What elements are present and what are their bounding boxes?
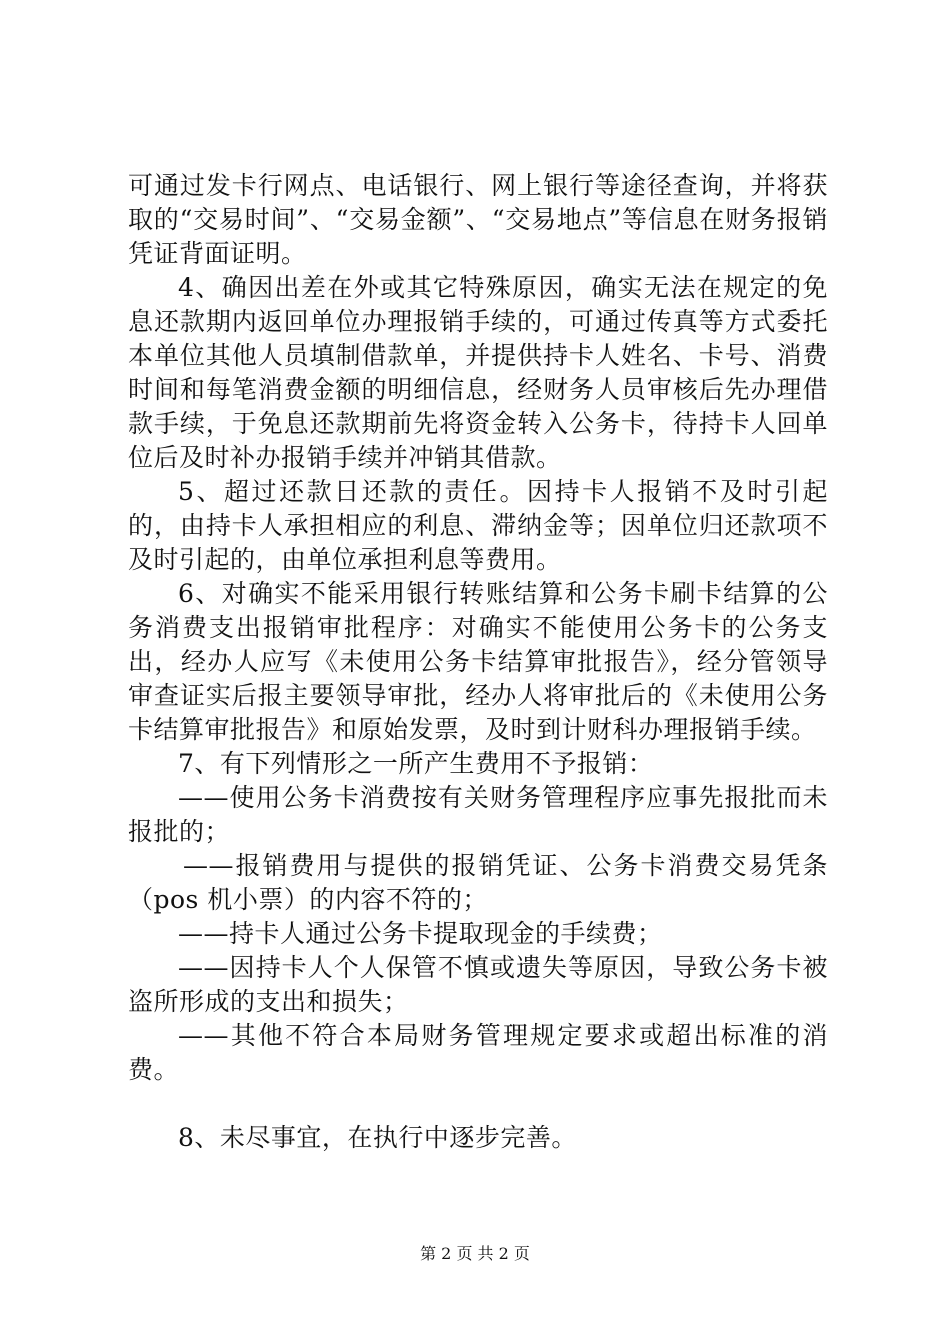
document-body: [128, 169, 828, 1155]
paragraph-query-method: 可通过发卡行网点、电话银行、网上银行等途径查询，并将获取的“交易时间”、“交易金额”、“交易地点”等信息在财务报销凭证背面证明。: [128, 171, 828, 268]
paragraph-item-8: 8、未尽事宜，在执行中逐步完善。: [178, 1123, 577, 1152]
list-item: ——持卡人通过公务卡提取现金的手续费；: [178, 919, 663, 948]
list-item: ——其他不符合本局财务管理规定要求或超出标准的消费。: [128, 1021, 828, 1084]
paragraph-item-6: 6、对确实不能采用银行转账结算和公务卡刷卡结算的公务消费支出报销审批程序：对确实不能使用公务卡的公务支出，经办人应写《未使用公务卡结算审批报告》，经分管领导审查证实后报主要领导审批，经办人将审批后的《未使用公务卡结算审批报告》和原始发票，及时到计财科办理报销手续。: [128, 579, 828, 744]
paragraph-spacer: [128, 1087, 828, 1121]
list-item: ——使用公务卡消费按有关财务管理程序应事先报批而未报批的；: [128, 783, 828, 846]
paragraph-item-5: 5、超过还款日还款的责任。因持卡人报销不及时引起的，由持卡人承担相应的利息、滞纳金等；因单位归还款项不及时引起的，由单位承担利息等费用。: [128, 477, 828, 574]
paragraph-item-7: 7、有下列情形之一所产生费用不予报销：: [178, 749, 654, 778]
paragraph-item-4: 4、确因出差在外或其它特殊原因，确实无法在规定的免息还款期内返回单位办理报销手续的，可通过传真等方式委托本单位其他人员填制借款单，并提供持卡人姓名、卡号、消费时间和每笔消费金额的明细信息，经财务人员审核后先办理借款手续，于免息还款期前先将资金转入公务卡，待持卡人回单位后及时补办报销手续并冲销其借款。: [128, 273, 828, 472]
list-item: ——因持卡人个人保管不慎或遗失等原因，导致公务卡被盗所形成的支出和损失；: [128, 953, 828, 1016]
list-item: ——报销费用与提供的报销凭证、公务卡消费交易凭条（pos 机小票）的内容不符的；: [128, 851, 828, 914]
page-number-footer: 第 2 页 共 2 页: [420, 1244, 530, 1263]
